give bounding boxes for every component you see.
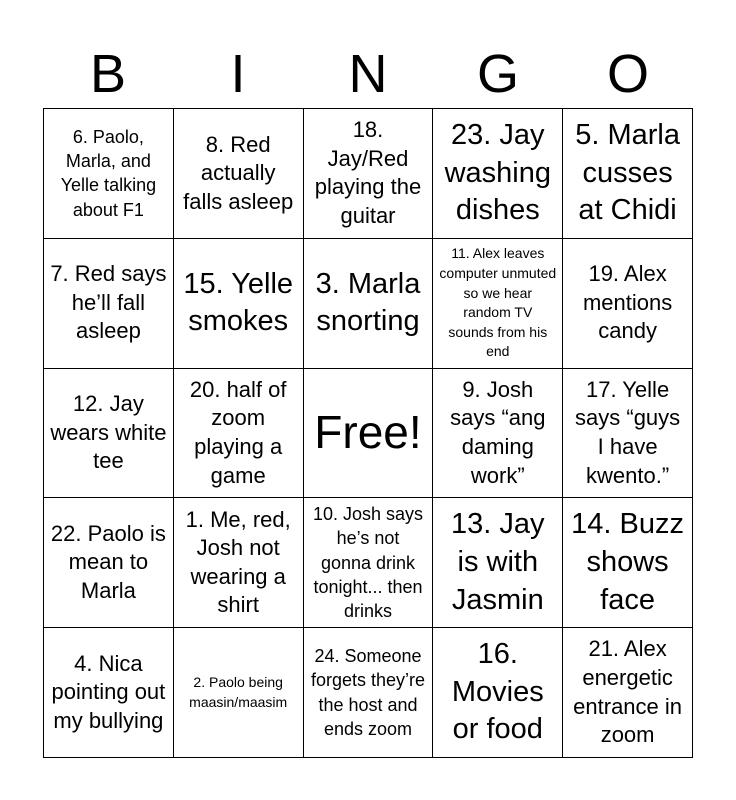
bingo-cell: 19. Alex mentions candy (563, 239, 693, 369)
bingo-cell: 4. Nica pointing out my bullying (44, 628, 174, 758)
bingo-cell: 23. Jay washing dishes (433, 109, 563, 239)
bingo-cell: 13. Jay is with Jasmin (433, 498, 563, 628)
header-letter-g: G (476, 44, 519, 104)
header-letter-b: B (89, 44, 127, 104)
bingo-cell: 17. Yelle says “guys I have kwento.” (563, 369, 693, 499)
bingo-cell: 2. Paolo being maasin/maasim (174, 628, 304, 758)
bingo-cell: 7. Red says he’ll fall asleep (44, 239, 174, 369)
bingo-cell: 9. Josh says “ang daming work” (433, 369, 563, 499)
bingo-cell: 22. Paolo is mean to Marla (44, 498, 174, 628)
bingo-cell: 1. Me, red, Josh not wearing a shirt (174, 498, 304, 628)
bingo-cell: 21. Alex energetic entrance in zoom (563, 628, 693, 758)
bingo-cell: 14. Buzz shows face (563, 498, 693, 628)
bingo-cell: 8. Red actually falls asleep (174, 109, 304, 239)
bingo-cell: 10. Josh says he’s not gonna drink tonight... then drinks (304, 498, 434, 628)
header-letter-n: N (348, 44, 388, 104)
bingo-card (43, 108, 693, 758)
bingo-cell: 16. Movies or food (433, 628, 563, 758)
bingo-cell: 3. Marla snorting (304, 239, 434, 369)
header-letter-i: I (230, 44, 246, 104)
bingo-cell: 5. Marla cusses at Chidi (563, 109, 693, 239)
bingo-cell: 11. Alex leaves computer unmuted so we hear random TV sounds from his end (433, 239, 563, 369)
bingo-cell: 24. Someone forgets they’re the host and ends zoom (304, 628, 434, 758)
bingo-cell: 20. half of zoom playing a game (174, 369, 304, 499)
free-space: Free! (304, 369, 434, 499)
bingo-cell: 6. Paolo, Marla, and Yelle talking about F1 (44, 109, 174, 239)
bingo-cell: 18. Jay/Red playing the guitar (304, 109, 434, 239)
bingo-cell: 12. Jay wears white tee (44, 369, 174, 499)
bingo-header (43, 40, 693, 108)
header-letter-o: O (606, 44, 649, 104)
bingo-cell: 15. Yelle smokes (174, 239, 304, 369)
